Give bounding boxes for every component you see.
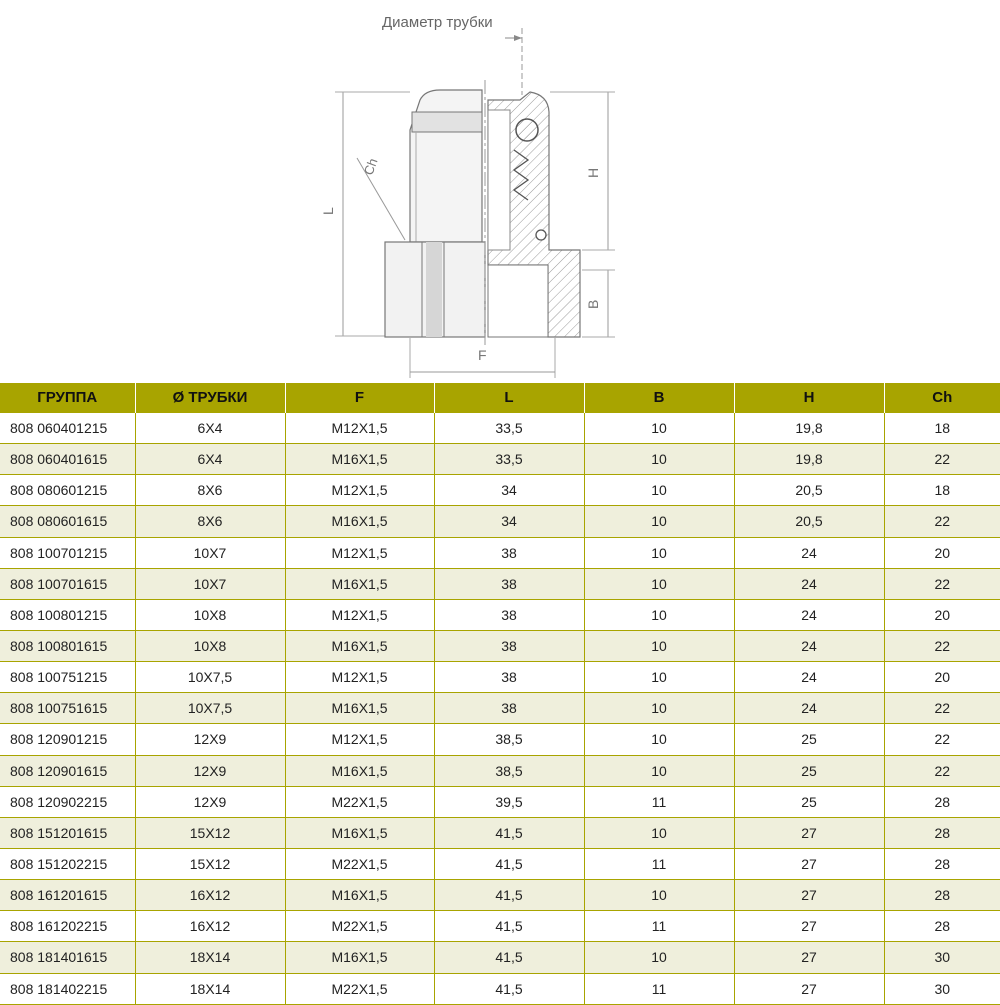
f-cell: M16X1,5	[285, 444, 434, 475]
dim-b-label: B	[585, 299, 601, 309]
tube-diameter-cell: 16X12	[135, 880, 285, 911]
group-cell: 808 120902215	[0, 786, 135, 817]
l-cell: 38,5	[434, 724, 584, 755]
h-cell: 19,8	[734, 413, 884, 444]
h-cell: 24	[734, 537, 884, 568]
ch-cell: 28	[884, 786, 1000, 817]
l-cell: 33,5	[434, 444, 584, 475]
f-cell: M22X1,5	[285, 786, 434, 817]
o-ring-small	[536, 230, 546, 240]
b-cell: 10	[584, 942, 734, 973]
tube-diameter-cell: 15X12	[135, 817, 285, 848]
f-cell: M12X1,5	[285, 724, 434, 755]
tube-diameter-cell: 10X7	[135, 537, 285, 568]
table-row	[0, 786, 1000, 817]
group-cell: 808 100701615	[0, 568, 135, 599]
b-cell: 10	[584, 568, 734, 599]
l-cell: 39,5	[434, 786, 584, 817]
tube-diameter-cell: 10X8	[135, 599, 285, 630]
group-cell: 808 161202215	[0, 911, 135, 942]
header-group: ГРУППА	[0, 383, 135, 413]
b-cell: 11	[584, 911, 734, 942]
header-tube-diameter: Ø ТРУБКИ	[135, 383, 285, 413]
f-cell: M16X1,5	[285, 817, 434, 848]
f-cell: M16X1,5	[285, 755, 434, 786]
l-cell: 38	[434, 630, 584, 661]
l-cell: 41,5	[434, 848, 584, 879]
specification-table	[0, 383, 1000, 1005]
group-cell: 808 080601215	[0, 475, 135, 506]
dim-ch-label: Ch	[360, 156, 381, 178]
f-cell: M12X1,5	[285, 599, 434, 630]
table-row	[0, 413, 1000, 444]
table-row	[0, 911, 1000, 942]
ch-cell: 20	[884, 662, 1000, 693]
b-cell: 11	[584, 973, 734, 1004]
b-cell: 10	[584, 662, 734, 693]
b-cell: 10	[584, 506, 734, 537]
f-cell: M16X1,5	[285, 630, 434, 661]
tube-bore	[488, 110, 510, 250]
tube-diameter-cell: 10X7,5	[135, 693, 285, 724]
group-cell: 808 100751615	[0, 693, 135, 724]
h-cell: 27	[734, 973, 884, 1004]
table-row	[0, 506, 1000, 537]
ch-cell: 28	[884, 880, 1000, 911]
h-cell: 27	[734, 942, 884, 973]
table-row	[0, 599, 1000, 630]
h-cell: 25	[734, 755, 884, 786]
header-ch: Ch	[884, 383, 1000, 413]
release-collar	[412, 112, 482, 132]
f-cell: M16X1,5	[285, 942, 434, 973]
group-cell: 808 100751215	[0, 662, 135, 693]
b-cell: 10	[584, 444, 734, 475]
h-cell: 24	[734, 693, 884, 724]
table-row	[0, 662, 1000, 693]
b-cell: 10	[584, 817, 734, 848]
table-row	[0, 475, 1000, 506]
b-cell: 10	[584, 693, 734, 724]
b-cell: 10	[584, 880, 734, 911]
h-cell: 27	[734, 880, 884, 911]
f-cell: M22X1,5	[285, 848, 434, 879]
ch-cell: 22	[884, 724, 1000, 755]
caption-arrow	[514, 35, 522, 41]
group-cell: 808 080601615	[0, 506, 135, 537]
table-header	[0, 383, 1000, 413]
header-row	[0, 383, 1000, 413]
f-cell: M22X1,5	[285, 911, 434, 942]
ch-cell: 20	[884, 537, 1000, 568]
ch-cell: 18	[884, 475, 1000, 506]
b-cell: 10	[584, 413, 734, 444]
f-cell: M16X1,5	[285, 880, 434, 911]
l-cell: 38,5	[434, 755, 584, 786]
tube-diameter-cell: 18X14	[135, 942, 285, 973]
f-cell: M12X1,5	[285, 475, 434, 506]
ch-cell: 28	[884, 848, 1000, 879]
l-cell: 41,5	[434, 880, 584, 911]
group-cell: 808 100801615	[0, 630, 135, 661]
f-cell: M16X1,5	[285, 506, 434, 537]
f-cell: M16X1,5	[285, 568, 434, 599]
group-cell: 808 100801215	[0, 599, 135, 630]
table-row	[0, 693, 1000, 724]
f-cell: M12X1,5	[285, 537, 434, 568]
header-f: F	[285, 383, 434, 413]
tube-diameter-cell: 6X4	[135, 413, 285, 444]
f-cell: M12X1,5	[285, 662, 434, 693]
b-cell: 10	[584, 755, 734, 786]
b-cell: 10	[584, 599, 734, 630]
l-cell: 41,5	[434, 973, 584, 1004]
group-cell: 808 181401615	[0, 942, 135, 973]
tube-diameter-cell: 10X7	[135, 568, 285, 599]
technical-drawing	[0, 0, 1000, 383]
f-cell: M22X1,5	[285, 973, 434, 1004]
tube-diameter-cell: 12X9	[135, 724, 285, 755]
h-cell: 24	[734, 630, 884, 661]
tube-diameter-cell: 6X4	[135, 444, 285, 475]
table-row	[0, 880, 1000, 911]
table-row	[0, 848, 1000, 879]
ch-cell: 22	[884, 444, 1000, 475]
l-cell: 34	[434, 506, 584, 537]
table-row	[0, 755, 1000, 786]
ch-cell: 18	[884, 413, 1000, 444]
ch-cell: 22	[884, 755, 1000, 786]
l-cell: 41,5	[434, 817, 584, 848]
table-row	[0, 630, 1000, 661]
group-cell: 808 120901215	[0, 724, 135, 755]
l-cell: 41,5	[434, 911, 584, 942]
ch-cell: 22	[884, 568, 1000, 599]
tube-diameter-cell: 8X6	[135, 506, 285, 537]
l-cell: 38	[434, 537, 584, 568]
group-cell: 808 060401615	[0, 444, 135, 475]
ch-cell: 22	[884, 630, 1000, 661]
ch-cell: 30	[884, 973, 1000, 1004]
h-cell: 27	[734, 911, 884, 942]
dim-l-label: L	[320, 207, 336, 215]
table-row	[0, 444, 1000, 475]
h-cell: 24	[734, 662, 884, 693]
h-cell: 24	[734, 599, 884, 630]
internal-thread-bore	[488, 265, 548, 337]
l-cell: 33,5	[434, 413, 584, 444]
b-cell: 11	[584, 848, 734, 879]
tube-diameter-cell: 18X14	[135, 973, 285, 1004]
tube-diameter-cell: 15X12	[135, 848, 285, 879]
table-row	[0, 568, 1000, 599]
hex-shade	[426, 242, 442, 337]
group-cell: 808 151202215	[0, 848, 135, 879]
b-cell: 11	[584, 786, 734, 817]
l-cell: 38	[434, 662, 584, 693]
header-b: B	[584, 383, 734, 413]
tube-diameter-cell: 16X12	[135, 911, 285, 942]
tube-diameter-cell: 8X6	[135, 475, 285, 506]
table-row	[0, 942, 1000, 973]
table-row	[0, 817, 1000, 848]
header-h: H	[734, 383, 884, 413]
b-cell: 10	[584, 537, 734, 568]
h-cell: 25	[734, 786, 884, 817]
group-cell: 808 060401215	[0, 413, 135, 444]
group-cell: 808 120901615	[0, 755, 135, 786]
table-row	[0, 537, 1000, 568]
group-cell: 808 181402215	[0, 973, 135, 1004]
f-cell: M16X1,5	[285, 693, 434, 724]
ch-cell: 22	[884, 693, 1000, 724]
ch-cell: 28	[884, 911, 1000, 942]
ch-cell: 22	[884, 506, 1000, 537]
l-cell: 38	[434, 693, 584, 724]
h-cell: 27	[734, 848, 884, 879]
b-cell: 10	[584, 475, 734, 506]
b-cell: 10	[584, 630, 734, 661]
l-cell: 38	[434, 568, 584, 599]
group-cell: 808 100701215	[0, 537, 135, 568]
h-cell: 20,5	[734, 506, 884, 537]
dim-f-label: F	[478, 347, 487, 363]
table-body	[0, 413, 1000, 1005]
l-cell: 34	[434, 475, 584, 506]
b-cell: 10	[584, 724, 734, 755]
group-cell: 808 151201615	[0, 817, 135, 848]
l-cell: 38	[434, 599, 584, 630]
ch-cell: 28	[884, 817, 1000, 848]
o-ring	[516, 119, 538, 141]
dim-h-label: H	[585, 167, 601, 178]
h-cell: 19,8	[734, 444, 884, 475]
tube-diameter-cell: 10X8	[135, 630, 285, 661]
tube-diameter-cell: 10X7,5	[135, 662, 285, 693]
h-cell: 27	[734, 817, 884, 848]
h-cell: 20,5	[734, 475, 884, 506]
l-cell: 41,5	[434, 942, 584, 973]
drawing-caption: Диаметр трубки	[382, 14, 493, 31]
h-cell: 24	[734, 568, 884, 599]
header-l: L	[434, 383, 584, 413]
ch-cell: 30	[884, 942, 1000, 973]
group-cell: 808 161201615	[0, 880, 135, 911]
f-cell: M12X1,5	[285, 413, 434, 444]
fitting-drawing-svg	[0, 0, 1000, 383]
h-cell: 25	[734, 724, 884, 755]
ch-cell: 20	[884, 599, 1000, 630]
tube-diameter-cell: 12X9	[135, 786, 285, 817]
tube-diameter-cell: 12X9	[135, 755, 285, 786]
table-row	[0, 724, 1000, 755]
